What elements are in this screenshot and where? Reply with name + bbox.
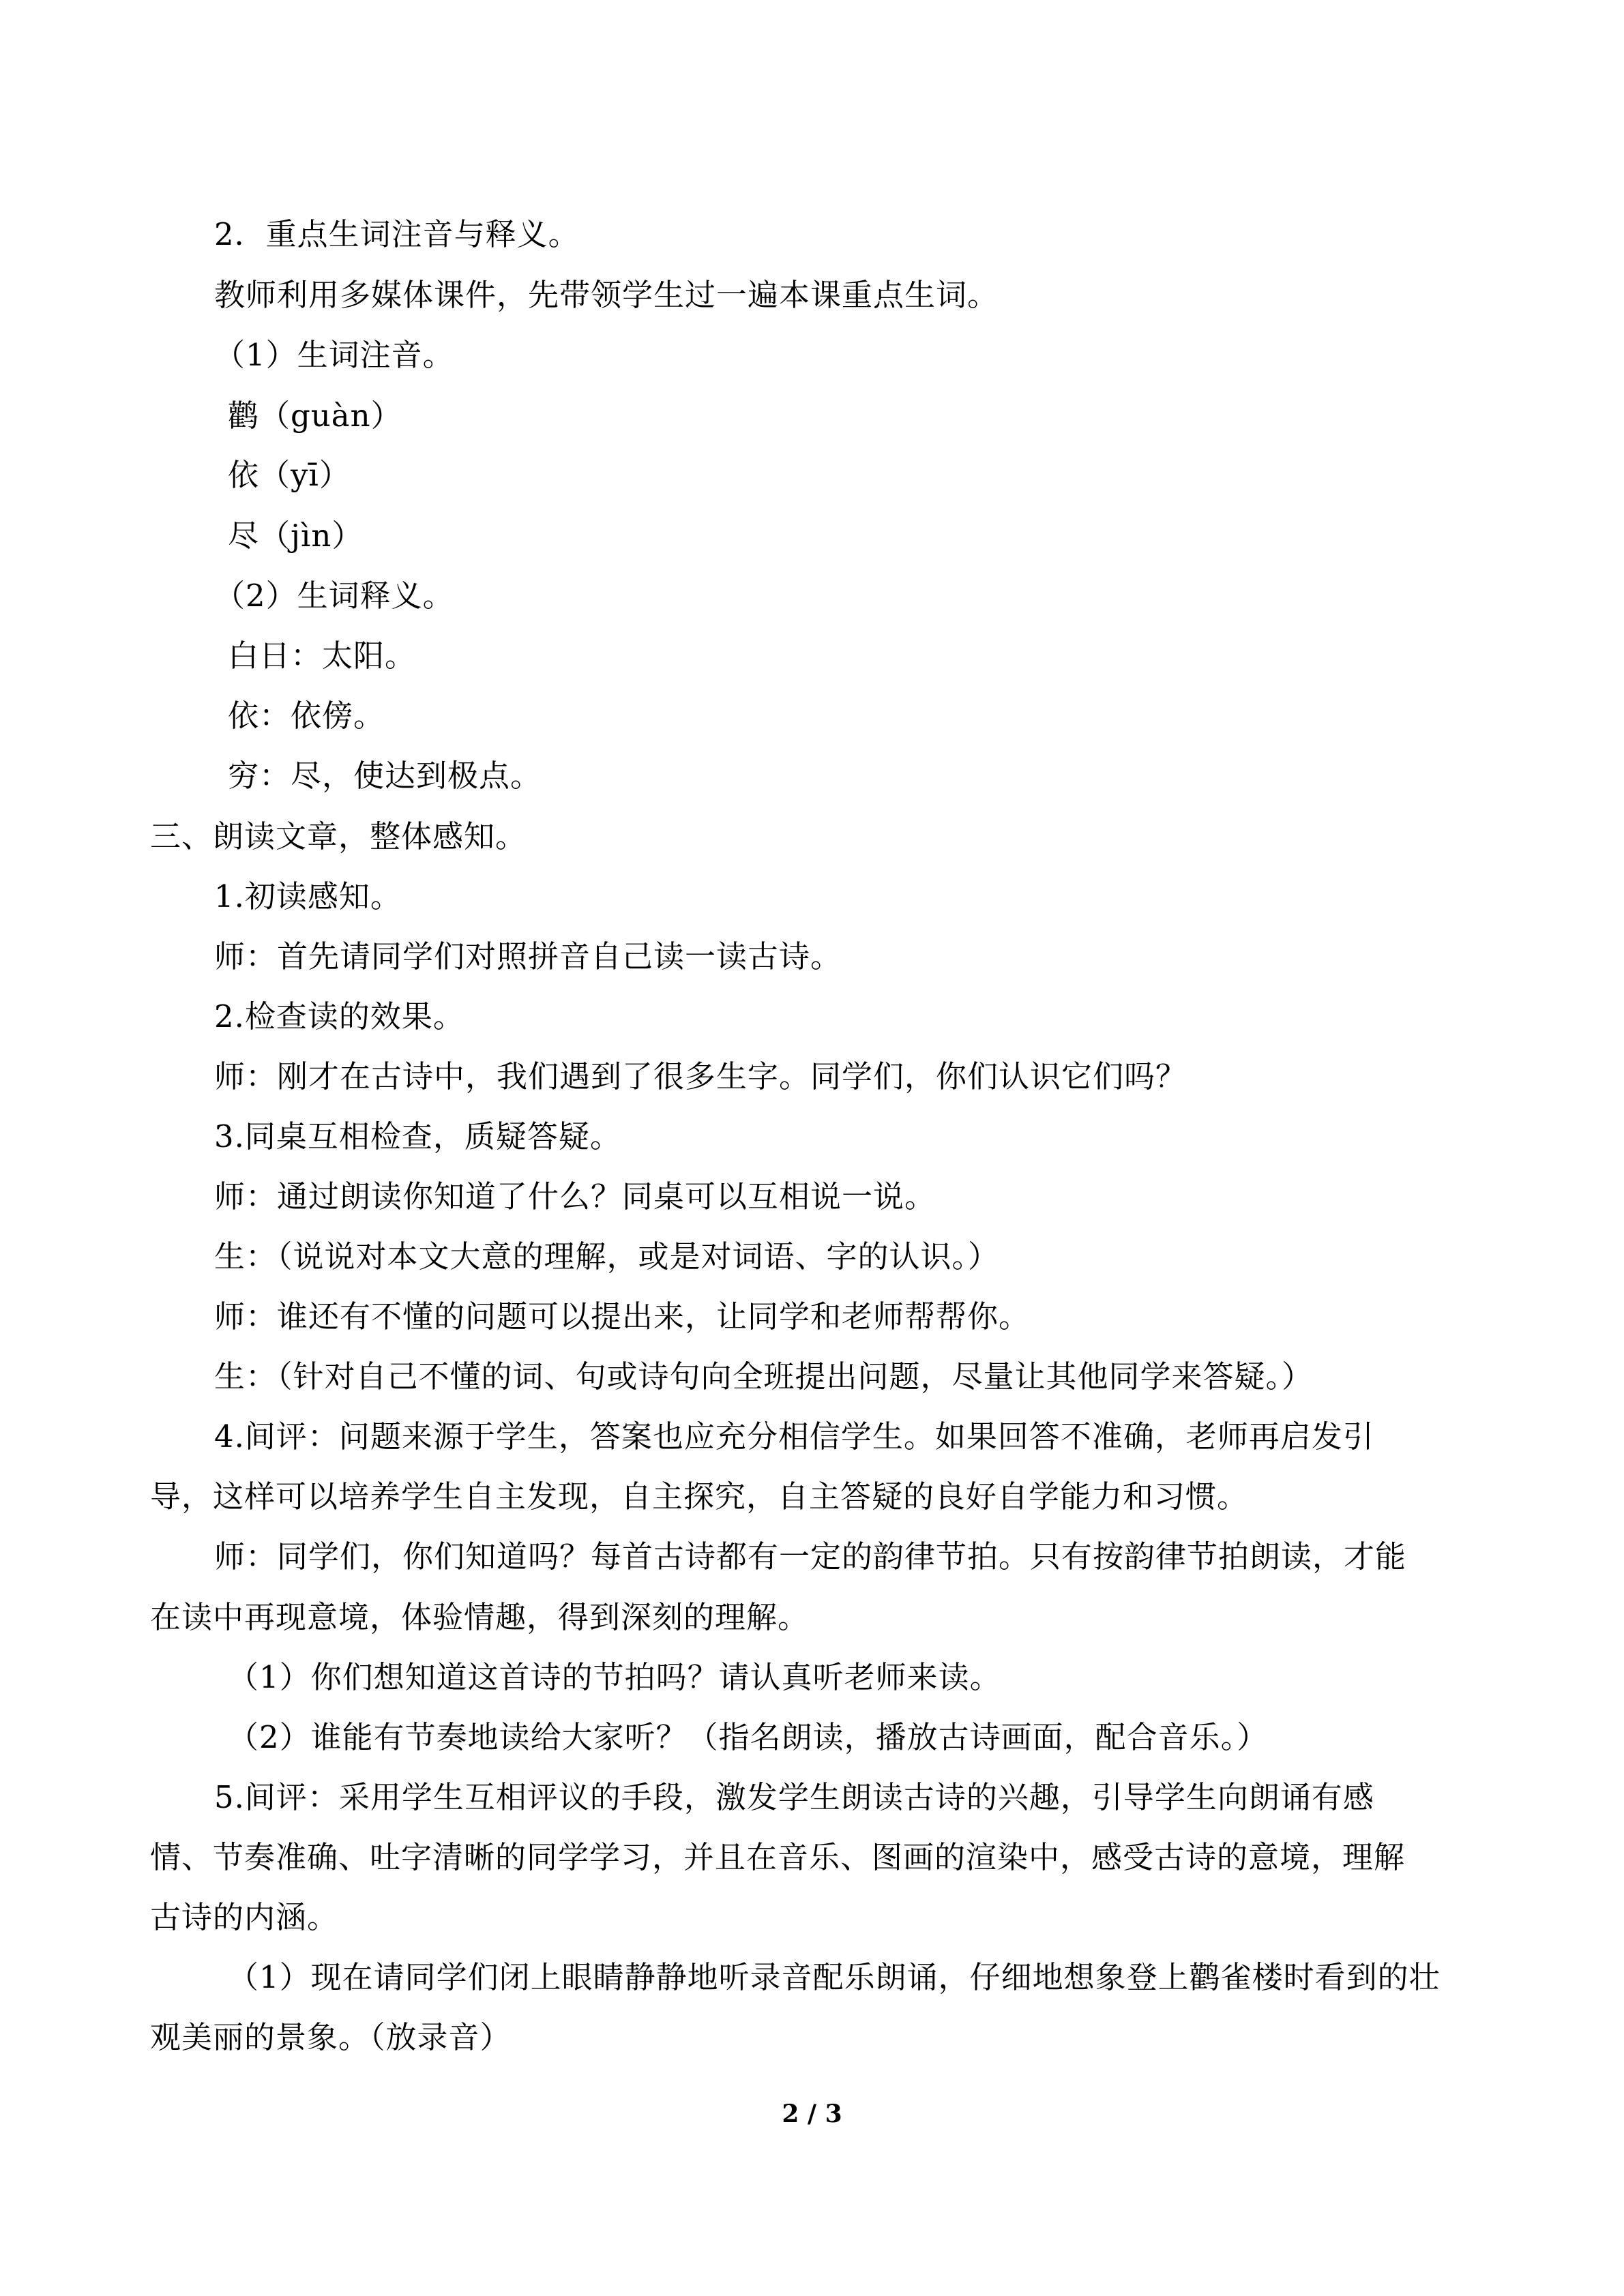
paragraph-line: 在读中再现意境，体验情趣，得到深刻的理解。 [150, 1599, 810, 1635]
paragraph-line: 师：刚才在古诗中，我们遇到了很多生字。同学们，你们认识它们吗？ [214, 1058, 1187, 1094]
subheading-definitions: （2）生词释义。 [214, 578, 454, 614]
paragraph-line: （1）现在请同学们闭上眼睛静静地听录音配乐朗诵，仔细地想象登上鹳雀楼时看到的壮 [228, 1959, 1441, 1995]
paragraph-line: （2）谁能有节奏地读给大家听？（指名朗读，播放古诗画面，配合音乐。） [228, 1719, 1269, 1755]
paragraph-line: 5.间评：采用学生互相评议的手段，激发学生朗读古诗的兴趣，引导学生向朗诵有感 [214, 1779, 1374, 1815]
definition-item: 穷：尽，使达到极点。 [228, 758, 542, 794]
vocab-item: 尽（jìn） [228, 518, 364, 554]
paragraph-line: 生：（说说对本文大意的理解，或是对词语、字的认识。） [214, 1238, 1000, 1274]
vocab-item: 依（yī） [228, 457, 351, 493]
step-heading: 1.初读感知。 [214, 878, 402, 914]
paragraph-line: 4.间评：问题来源于学生，答案也应充分相信学生。如果回答不准确，老师再启发引 [214, 1418, 1374, 1455]
paragraph-line: 师：通过朗读你知道了什么？同桌可以互相说一说。 [214, 1178, 936, 1214]
paragraph-line: 情、节奏准确、吐字清晰的同学学习，并且在音乐、图画的渲染中，感受古诗的意境，理解 [150, 1839, 1406, 1875]
paragraph-line: 教师利用多媒体课件，先带领学生过一遍本课重点生词。 [214, 277, 999, 313]
subheading-pronunciation: （1）生词注音。 [214, 337, 454, 373]
paragraph-line: 古诗的内涵。 [150, 1899, 339, 1935]
paragraph-line: 观美丽的景象。（放录音） [150, 2019, 512, 2055]
paragraph-line: 导，这样可以培养学生自主发现，自主探究，自主答疑的良好自学能力和习惯。 [150, 1478, 1249, 1515]
paragraph-line: 生：（针对自己不懂的词、句或诗句向全班提出问题，尽量让其他同学来答疑。） [214, 1358, 1314, 1395]
paragraph-line: （1）你们想知道这首诗的节拍吗？请认真听老师来读。 [228, 1659, 1001, 1695]
paragraph-line: 师：同学们，你们知道吗？每首古诗都有一定的韵律节拍。只有按韵律节拍朗读，才能 [214, 1538, 1407, 1575]
step-heading: 2.检查读的效果。 [214, 998, 464, 1034]
page-number: 2 / 3 [782, 2100, 842, 2128]
definition-item: 依：依傍。 [228, 698, 385, 734]
section-heading-vocabulary: 2．重点生词注音与释义。 [214, 216, 580, 252]
step-heading: 3.同桌互相检查，质疑答疑。 [214, 1118, 621, 1154]
section-heading-reading: 三、朗读文章，整体感知。 [150, 818, 527, 854]
paragraph-line: 师：谁还有不懂的问题可以提出来，让同学和老师帮帮你。 [214, 1298, 1031, 1335]
vocab-item: 鹳（guàn） [228, 398, 402, 434]
paragraph-line: 师：首先请同学们对照拼音自己读一读古诗。 [214, 938, 842, 974]
definition-item: 白日：太阳。 [228, 638, 417, 674]
